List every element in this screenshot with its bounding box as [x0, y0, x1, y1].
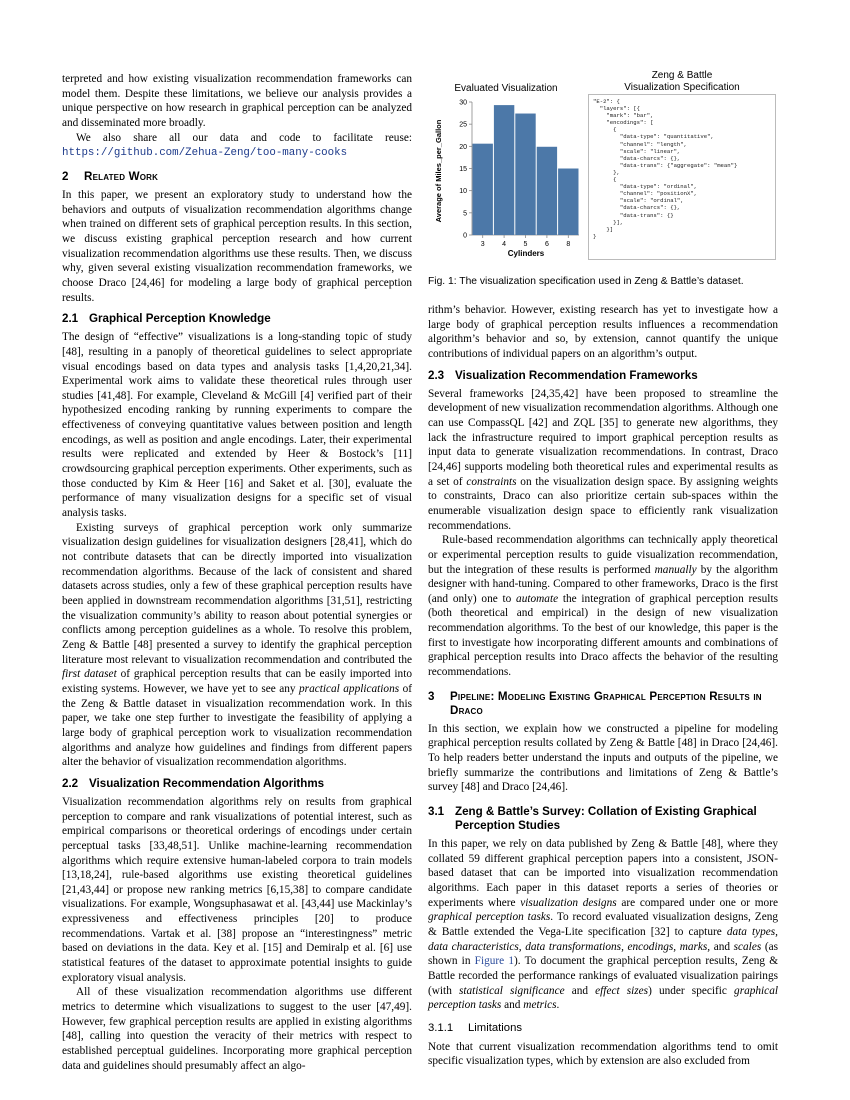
spec-line: "channel": "positionX", [593, 190, 698, 198]
figure-caption: Fig. 1: The visualization specification used in Zeng & Battle’s dataset. [428, 276, 744, 287]
paragraph: All of these visualization recommendation algorithms use different metrics to determine which visualizations to suggest to the user [47,49]. However, few graphical perception results are applied in existing algorithms [48], calling into question the veracity of their metrics with respect to established perceptual guidelines. Incorporating more graphical perception data and guidelines should presumably affect an algo- [62, 986, 412, 1072]
paragraph: Note that current visualization recommendation algorithms tend to omit specific visualization types, which by extension are also excluded from [428, 1040, 778, 1068]
y-axis-label: Average of Miles_per_Gallon [434, 119, 443, 223]
spec-line: "data-type": "quantitative", [593, 133, 714, 141]
section-heading: 3 Pipeline: Modeling Existing Graphical Perception Results in Draco [428, 689, 762, 717]
subsection-heading: 2.1 Graphical Perception Knowledge [62, 312, 271, 326]
bar [537, 147, 557, 235]
spec-line: "data-type": "ordinal", [593, 183, 698, 191]
bar [494, 105, 514, 235]
spec-line: } [593, 232, 597, 240]
subsection-heading: 2.3 Visualization Recommendation Frameworks [428, 368, 698, 382]
spec-line: "E-2": { [593, 98, 620, 105]
paragraph: The design of “effective” visualizations is a long-standing topic of study [48], resulting in a panoply of theoretical guidelines to select appropriate visual encodings based on data types and analysis tasks [1,4,20,21,34]. Experimental work aims to validate these theoretical rules through user studies [41,48]. For example, Cleveland & McGill [4] verified part of their hypothesized encoding ranking by running experiments to compare the effectiveness of conveying quantitative values between position and length encodings, as well as position and angle encodings. Later, their experimental results were replicated and extended by Heer & Bostock’s [11] crowdsourcing graphical perception experiments. Other experiments, such as those conducted by Kim & Heer [16] and Saket et al. [30], evaluate the performance of many visualization designs for a specific set of visual analysis tasks. [62, 331, 412, 520]
paragraph: In this section, we explain how we constructed a pipeline for modeling graphical perception results collated by Zeng & Battle [48] in Draco [24,46]. To help readers better understand the inputs and outputs of the pipeline, we briefly summarize the contributions and limitations of Zeng & Battle’s survey [48] and Draco [24,46]. [428, 722, 778, 794]
figure-link[interactable]: Figure 1 [474, 955, 515, 968]
x-tick-label: 6 [544, 241, 549, 248]
spec-line: "mark": "bar", [593, 112, 654, 120]
x-tick-label: 4 [502, 241, 507, 248]
bar [515, 114, 535, 235]
chart-title: Evaluated Visualization [454, 83, 558, 94]
x-tick-label: 5 [523, 241, 528, 248]
spec-line: "layers": [{ [593, 105, 640, 113]
bar-chart [428, 70, 588, 262]
spec-line: { [593, 176, 617, 184]
spec-line: { [593, 126, 617, 134]
paragraph: terpreted and how existing visualization recommendation frameworks can model them. Despite these limitations, we believe our analysis provides a unique perspective on how research in graphical perception can be analyzed and disseminated more broadly. [62, 73, 412, 129]
spec-line: "data-trans": {"aggregate": "mean"} [593, 161, 738, 169]
paragraph: Several frameworks [24,35,42] have been proposed to streamline the development of new visualization recommendation algorithms. Although one can use CompassQL [42] and ZQL [35] to generate new algorithms, they lack the infrastructure required to import graphical perception results as input data to generate visualization recommendations. In contrast, Draco [24,46] supports modeling both theoretical rules and experimental results as a set of constraints on the visualization design space. By assigning weights to constraints, Draco can also prioritize certain sub-spaces within the enumerable visualization design space to efficiently rank visualization recommendations. [428, 387, 778, 532]
paragraph: Visualization recommendation algorithms rely on results from graphical perception to compare and rank visualizations of potential interest, such as empirical comparisons or theoretical orderings of encodings under certain perceptual tasks [33,48,51]. Unlike machine-learning recommendation algorithms which require extensive human-labeled corpora to train models [13,18,24], rule-based algorithms use existing theoretical guidelines [21,43,44] or propose new ranking metrics [6,15,38] to compare candidate visualizations. For example, Wongsuphasawat et al. [43,44] use Mackinlay’s expressiveness and effectiveness principles [20] to produce recommendations. Vartak et al. [38] propose an “interestingness” metric based on deviations in the data. Key et al. [15] and Demiralp et al. [6] use statistical features of the dataset to approximate potential insights to guide exploratory visual analysis. [62, 795, 412, 984]
subsection-heading: 3.1 Zeng & Battle’s Survey: Collation of Existing Graphical Perception Studies [428, 805, 757, 833]
y-tick-label: 5 [463, 210, 467, 218]
x-tick-label: 3 [480, 241, 485, 248]
spec-line: "data-trans": {} [593, 211, 674, 219]
paragraph: Rule-based recommendation algorithms can technically apply theoretical or experimental perception results to guide visualization recommendation, but the integration of these results is performed manually by the algorithm designer with hand-tuning. Compared to other frameworks, Draco is the first (and only) one to automate the integration of graphical perception results (both theoretical and empirical) in the design of new visualization recommendation algorithms. To the best of our knowledge, this paper is the first to investigate how incorporating different amounts and combinations of graphical perception results into Draco affects the behavior of the resulting recommendations. [428, 534, 778, 679]
y-tick-label: 15 [459, 166, 467, 173]
spec-title: Zeng & Battle Visualization Specification [624, 70, 740, 93]
y-tick-label: 0 [463, 232, 467, 240]
spec-line: "data-charcs": {}, [593, 204, 681, 212]
bar [558, 169, 578, 236]
left-column [62, 72, 412, 1073]
y-tick-label: 25 [459, 121, 467, 129]
y-tick-label: 10 [459, 188, 467, 196]
spec-line: "scale": "linear", [593, 147, 681, 155]
x-axis-label: Cylinders [507, 249, 545, 258]
right-column [428, 303, 778, 1069]
y-tick-label: 30 [459, 99, 467, 107]
bar [473, 144, 493, 235]
y-tick-label: 20 [459, 143, 467, 151]
spec-line: "channel": "length", [593, 140, 687, 148]
paragraph: rithm’s behavior. However, existing research has yet to investigate how a large body of graphical perception results influences a recommendation algorithm’s behavior and so, by extension, cannot quantify the unique contributions of individual papers on an algorithm’s output. [428, 304, 778, 360]
repo-link[interactable]: https://github.com/Zehua-Zeng/too-many-cooks [62, 147, 348, 160]
spec-line: "scale": "ordinal", [593, 197, 684, 205]
spec-line: "data-charcs": {}, [593, 154, 681, 162]
subsection-heading: 2.2 Visualization Recommendation Algorithms [62, 776, 325, 790]
subsubsection-heading: 3.1.1 Limitations [428, 1021, 522, 1034]
json-spec-box [588, 94, 776, 260]
paragraph: We also share all our data and code to facilitate reuse: https://github.com/Zehua-Zeng/too-many-cooks [62, 131, 412, 160]
paragraph: In this paper, we rely on data published by Zeng & Battle [48], where they collated 59 different graphical perception papers into a consistent, JSON-based dataset that can be imported into visualization recommendation algorithms. Each paper in this dataset reports a series of theories or experiments where visualization designs are compared under one or more graphical perception tasks. To record evaluated visualization designs, Zeng & Battle extended the Vega-Lite specification [32] to capture data types, data characteristics, data transformations, encodings, marks, and scales (as shown in Figure 1). To document the graphical perception results, Zeng & Battle recorded the performance rankings of evaluated visualization pairings (with statistical significance and effect sizes) under specific graphical perception tasks and metrics. [428, 838, 779, 1012]
spec-line: }], [593, 218, 624, 226]
paragraph: In this paper, we present an exploratory study to understand how the behaviors and outputs of visualization recommendation algorithms change when trained on different sets of graphical perception results. In this section, we discuss existing graphical perception research and how current visualization recommendation algorithms use these results. Then, we discuss why, given several existing visualization recommendation frameworks, we choose Draco [24,46] for modeling a large body of graphical perception results. [62, 188, 412, 304]
spec-line: }] [593, 225, 614, 233]
x-tick-label: 8 [566, 241, 571, 248]
spec-line: "encodings": [ [593, 119, 654, 127]
spec-line: }, [593, 168, 620, 176]
figure-1 [428, 70, 788, 262]
section-heading: 2 Related Work [62, 169, 159, 183]
paragraph: Existing surveys of graphical perception work only summarize visualization design guidelines for visualization designers [28,41], which do not contribute datasets that can be directly imported into visualization recommendation algorithms. Because of the lack of consistent and shared datasets across studies, only a few of these graphical perception results have been applied in downstream recommendation algorithms [31,51], restricting the visualization community’s ability to reason about potential synergies or conflicts among perception guidelines as a whole. To resolve this problem, Zeng & Battle [48] presented a survey to identify the graphical perception literature most relevant to visualization recommendation and contributed the first dataset of graphical perception results that can be easily imported into existing systems. However, we have yet to see any practical applications of the Zeng & Battle dataset in visualization recommendation work. In this paper, we take one step further to investigate the feasibility of applying a large body of graphical perception work to visualization recommendation algorithms and analyze how guidelines and findings from different papers alter the behavior of visualization recommendation algorithms. [62, 521, 412, 769]
